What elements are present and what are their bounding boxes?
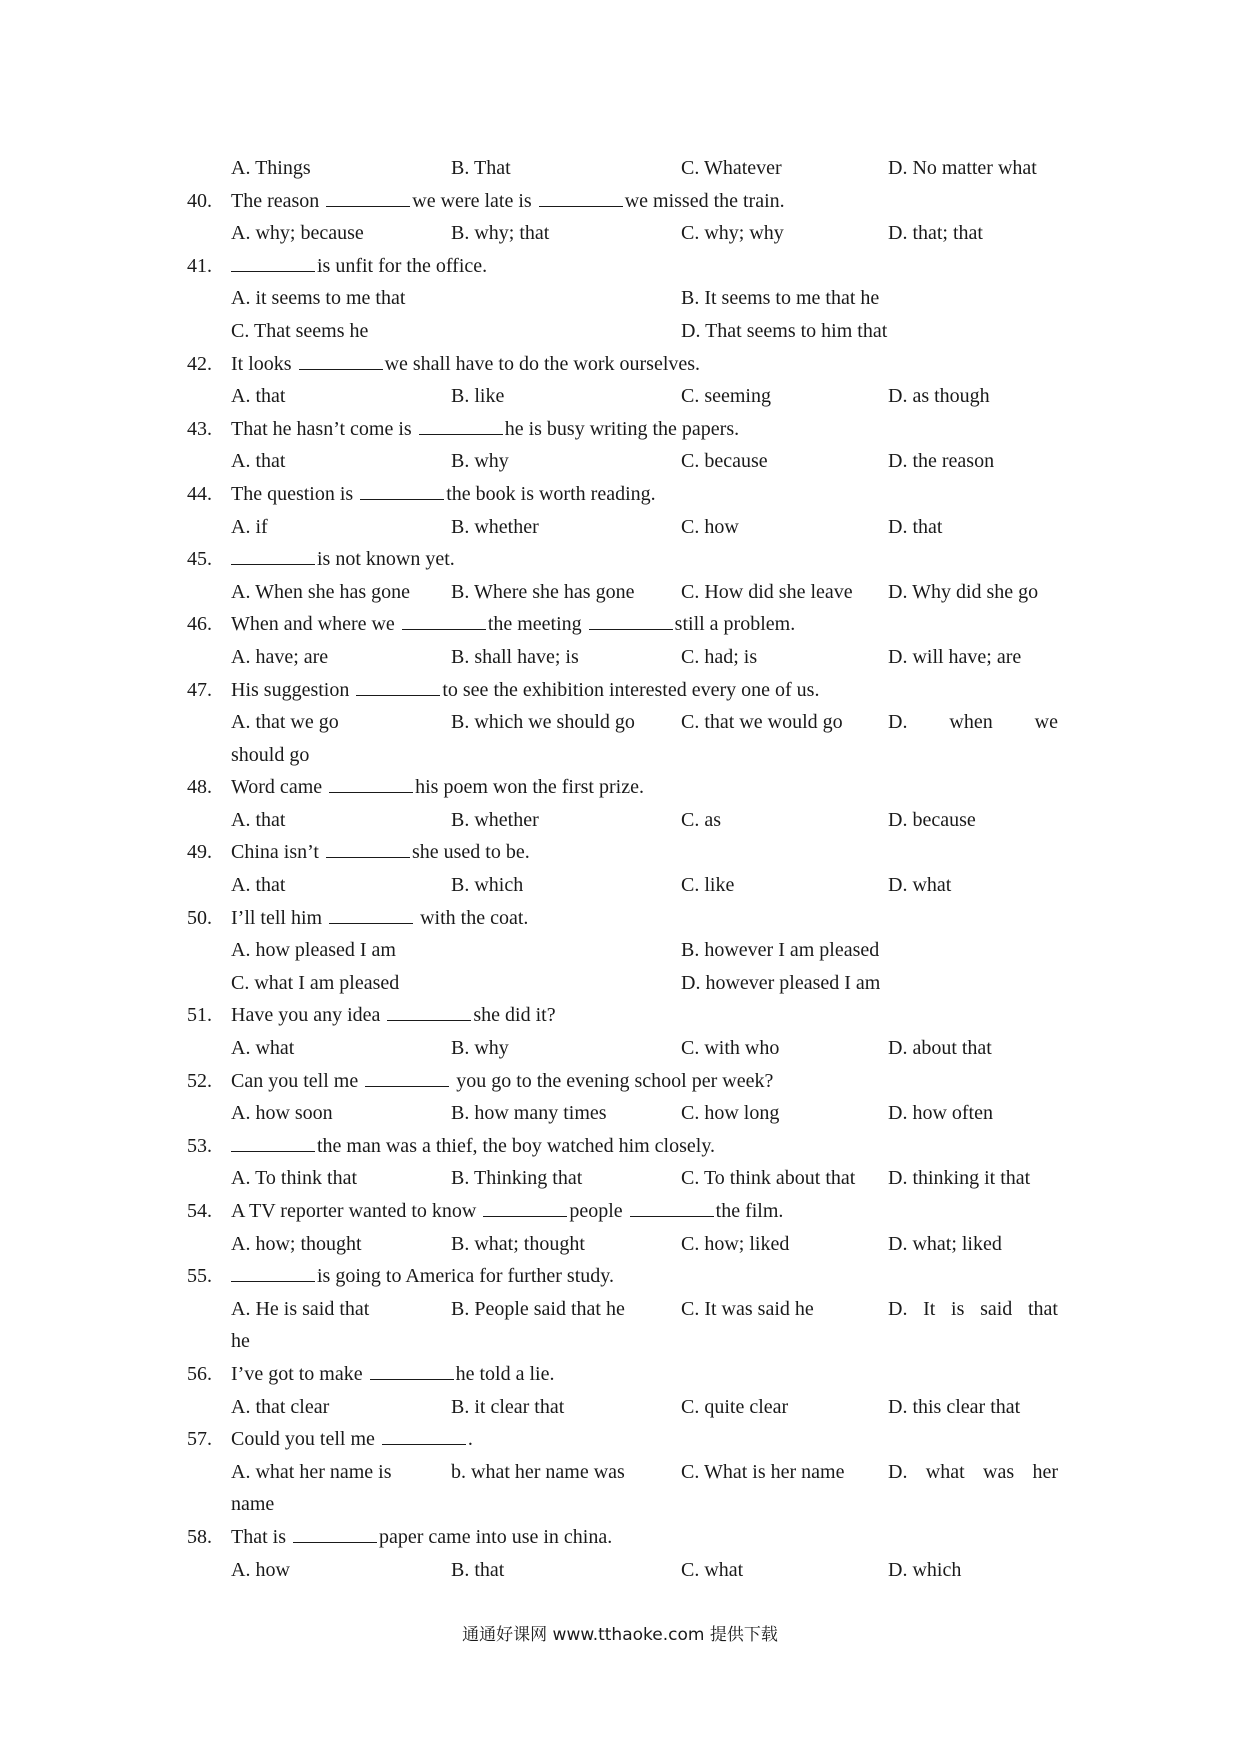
option-c: C. as [681, 808, 721, 831]
option-c: C. like [681, 874, 735, 897]
answer-blank [382, 1426, 466, 1445]
answer-blank [329, 774, 413, 793]
option-d-part: D. [888, 711, 908, 734]
option-d-part: said [980, 1297, 1013, 1320]
options-row [187, 869, 1067, 902]
stem-part: the meeting [487, 613, 582, 636]
question-number: 41. [187, 254, 212, 277]
question-number: 44. [187, 482, 212, 505]
option-d: D. about that [888, 1037, 992, 1060]
option-a: A. what her name is [231, 1460, 392, 1483]
option-b: B. that [451, 1558, 505, 1581]
question-text [231, 250, 487, 283]
question-number: 49. [187, 841, 212, 864]
options-row [187, 1293, 1067, 1326]
question-text [231, 348, 700, 381]
option-b: B. which we should go [451, 711, 635, 734]
question-text [231, 543, 455, 576]
options-row-continued [187, 739, 1067, 772]
option-d: D. Why did she go [888, 580, 1039, 603]
answer-blank [231, 1263, 315, 1282]
option-d-part: we [1034, 711, 1058, 734]
option-d-part: D. [888, 1460, 908, 1483]
question-stem [187, 413, 1067, 446]
option-b: B. People said that he [451, 1297, 625, 1320]
option-b: b. what her name was [451, 1460, 625, 1483]
option-c: C. how long [681, 1102, 780, 1125]
option-b: B. like [451, 385, 505, 408]
stem-part: is not known yet. [317, 548, 455, 571]
answer-blank [231, 1133, 315, 1152]
option-b: B. Where she has gone [451, 580, 635, 603]
option-b: B. which [451, 874, 524, 897]
question-text [231, 1195, 783, 1228]
question-stem [187, 1423, 1067, 1456]
option-d-part: It [923, 1297, 936, 1320]
question-text [231, 999, 556, 1032]
answer-blank [326, 839, 410, 858]
stem-part: China isn’t [231, 841, 319, 864]
question-stem [187, 1065, 1067, 1098]
question-stem [187, 1195, 1067, 1228]
question-stem [187, 771, 1067, 804]
option-a: A. that we go [231, 711, 339, 734]
question-text [231, 674, 819, 707]
answer-blank [630, 1198, 714, 1217]
option-a: A. how soon [231, 1102, 333, 1125]
question-stem [187, 1260, 1067, 1293]
option-d: D. That seems to him that [681, 319, 888, 342]
options-row [187, 1554, 1067, 1587]
option-b: B. That [451, 157, 511, 179]
option-c: C. because [681, 450, 768, 473]
stem-part: she used to be. [411, 841, 530, 864]
option-d-part: D. [888, 1297, 908, 1320]
option-a: A. what [231, 1037, 295, 1060]
options-row [187, 511, 1067, 544]
question-number: 45. [187, 548, 212, 571]
question-text [231, 608, 795, 641]
option-d: D. this clear that [888, 1395, 1021, 1418]
stem-part: The question is [231, 482, 354, 505]
options-row [187, 804, 1067, 837]
options-row [187, 1456, 1067, 1489]
stem-part: That he hasn’t come is [231, 417, 412, 440]
option-d: D. as though [888, 385, 990, 408]
stem-part: to see the exhibition interested every one of us. [442, 678, 820, 701]
option-d-continued: he [231, 1330, 250, 1353]
option-a: A. that clear [231, 1395, 330, 1418]
options-row [187, 217, 1067, 250]
option-d: D. that; that [888, 222, 983, 245]
question-number: 54. [187, 1200, 212, 1222]
option-d-part: when [949, 711, 993, 734]
option-d-part: her [1032, 1460, 1058, 1483]
stem-part: we shall have to do the work ourselves. [384, 352, 701, 375]
option-c: C. How did she leave [681, 580, 853, 603]
option-d [888, 706, 1058, 739]
option-b: B. whether [451, 515, 539, 538]
option-c: C. Whatever [681, 157, 782, 179]
stem-part: with the coat. [420, 906, 529, 929]
question-number: 51. [187, 1004, 212, 1027]
option-d: D. because [888, 808, 976, 831]
stem-part: His suggestion [231, 678, 350, 701]
option-d: D. what [888, 874, 952, 897]
option-d [888, 1293, 1058, 1326]
option-b: B. whether [451, 808, 539, 831]
options-row-continued [187, 1325, 1067, 1358]
option-a: A. how pleased I am [231, 939, 396, 962]
option-c: C. with who [681, 1037, 780, 1060]
option-d-part: that [1027, 1297, 1058, 1320]
stem-part: is going to America for further study. [317, 1265, 614, 1288]
question-text [231, 836, 530, 869]
option-a: A. it seems to me that [231, 287, 406, 310]
option-a: A. that [231, 450, 286, 473]
stem-part: he told a lie. [455, 1362, 555, 1385]
stem-part: I’ll tell him [231, 906, 323, 929]
option-c: C. what I am pleased [231, 971, 400, 994]
option-d: D. the reason [888, 450, 995, 473]
options-row [187, 967, 1067, 1000]
question-stem [187, 674, 1067, 707]
question-text [231, 1065, 773, 1098]
options-row [187, 706, 1067, 739]
question-text [231, 1260, 614, 1293]
options-row [187, 152, 1067, 185]
stem-part: When and where we [231, 613, 395, 636]
option-b: B. it clear that [451, 1395, 565, 1418]
option-d-part: is [951, 1297, 965, 1320]
options-row [187, 641, 1067, 674]
question-text [231, 1423, 473, 1456]
stem-part: the man was a thief, the boy watched him closely. [317, 1134, 716, 1157]
options-row-continued [187, 1488, 1067, 1521]
question-text [231, 1358, 554, 1391]
stem-part: the film. [715, 1200, 784, 1222]
answer-blank [370, 1361, 454, 1380]
option-c: C. that we would go [681, 711, 843, 734]
question-number: 43. [187, 417, 212, 440]
stem-part: . [467, 1428, 473, 1451]
answer-blank [402, 611, 486, 630]
stem-part: Could you tell me [231, 1428, 375, 1451]
page-footer: 通通好课网 www.tthaoke.com 提供下载 [462, 1625, 778, 1645]
question-number: 46. [187, 613, 212, 636]
options-row [187, 1097, 1067, 1130]
answer-blank [299, 351, 383, 370]
question-number: 50. [187, 906, 212, 929]
answer-blank [329, 905, 413, 924]
answer-blank [365, 1068, 449, 1087]
option-b: B. however I am pleased [681, 939, 880, 962]
option-c: C. how [681, 515, 739, 538]
question-text [231, 902, 528, 935]
stem-part: he is busy writing the papers. [504, 417, 740, 440]
option-a: A. He is said that [231, 1297, 370, 1320]
option-c: C. To think about that [681, 1167, 856, 1190]
option-c: C. What is her name [681, 1460, 845, 1483]
options-row [187, 1032, 1067, 1065]
option-c: C. why; why [681, 222, 784, 245]
answer-blank [231, 253, 315, 272]
stem-part: his poem won the first prize. [415, 776, 644, 799]
option-d: D. how often [888, 1102, 993, 1125]
stem-part: she did it? [473, 1004, 556, 1027]
answer-blank [539, 188, 623, 207]
option-a: A. if [231, 515, 268, 538]
stem-part: Have you any idea [231, 1004, 381, 1027]
stem-part: Can you tell me [231, 1069, 359, 1092]
stem-part: That is [231, 1525, 286, 1548]
stem-part: The reason [231, 189, 320, 212]
option-d: D. however pleased I am [681, 971, 881, 994]
option-d: D. will have; are [888, 645, 1022, 668]
options-row [187, 576, 1067, 609]
question-stem [187, 185, 1067, 218]
option-a: A. Things [231, 157, 311, 179]
option-b: B. Thinking that [451, 1167, 583, 1190]
options-row [187, 445, 1067, 478]
option-c: C. what [681, 1558, 744, 1581]
options-row [187, 934, 1067, 967]
stem-part: people [569, 1200, 623, 1222]
option-b: B. It seems to me that he [681, 287, 880, 310]
question-text [231, 771, 644, 804]
stem-part: still a problem. [674, 613, 796, 636]
option-d-continued: should go [231, 743, 310, 766]
stem-part: paper came into use in china. [379, 1525, 613, 1548]
options-row [187, 315, 1067, 348]
question-stem [187, 999, 1067, 1032]
option-d: D. what; liked [888, 1232, 1002, 1255]
question-number: 55. [187, 1265, 212, 1288]
question-stem [187, 348, 1067, 381]
stem-part: I’ve got to make [231, 1362, 363, 1385]
option-c: C. had; is [681, 645, 758, 668]
option-d: D. that [888, 515, 943, 538]
option-d: D. No matter what [888, 157, 1037, 179]
option-a: A. how [231, 1558, 290, 1581]
options-row [187, 380, 1067, 413]
option-b: B. why; that [451, 222, 550, 245]
question-stem [187, 1130, 1067, 1163]
question-number: 40. [187, 189, 212, 212]
answer-blank [387, 1002, 471, 1021]
option-c: C. quite clear [681, 1395, 789, 1418]
question-text [231, 413, 739, 446]
question-text [231, 1521, 612, 1554]
stem-part: Word came [231, 776, 323, 799]
option-c: C. That seems he [231, 319, 369, 342]
question-number: 48. [187, 776, 212, 799]
question-stem [187, 1521, 1067, 1554]
option-a: A. why; because [231, 222, 364, 245]
answer-blank [589, 611, 673, 630]
option-c: C. It was said he [681, 1297, 814, 1320]
question-number: 58. [187, 1525, 212, 1548]
stem-part: we were late is [412, 189, 532, 212]
option-b: B. why [451, 1037, 509, 1060]
question-number: 56. [187, 1362, 212, 1385]
question-list [187, 152, 1067, 1586]
option-a: A. how; thought [231, 1232, 362, 1255]
options-row [187, 282, 1067, 315]
question-text [231, 1130, 715, 1163]
option-a: A. When she has gone [231, 580, 411, 603]
stem-part: the book is worth reading. [446, 482, 656, 505]
option-a: A. that [231, 874, 286, 897]
question-stem [187, 1358, 1067, 1391]
answer-blank [231, 546, 315, 565]
option-a: A. To think that [231, 1167, 358, 1190]
option-d: D. which [888, 1558, 962, 1581]
question-stem [187, 543, 1067, 576]
question-stem [187, 478, 1067, 511]
stem-part: It looks [231, 352, 292, 375]
question-number: 53. [187, 1134, 212, 1157]
option-d: D. thinking it that [888, 1167, 1031, 1190]
answer-blank [356, 677, 440, 696]
question-stem [187, 608, 1067, 641]
option-a: A. that [231, 385, 286, 408]
stem-part: is unfit for the office. [317, 254, 488, 277]
answer-blank [483, 1198, 567, 1217]
option-c: C. how; liked [681, 1232, 790, 1255]
question-stem [187, 836, 1067, 869]
question-text [231, 478, 656, 511]
question-number: 42. [187, 352, 212, 375]
option-b: B. what; thought [451, 1232, 585, 1255]
option-d [888, 1456, 1058, 1489]
option-b: B. why [451, 450, 509, 473]
question-stem [187, 902, 1067, 935]
option-b: B. shall have; is [451, 645, 579, 668]
option-b: B. how many times [451, 1102, 607, 1125]
options-row [187, 1391, 1067, 1424]
options-row [187, 1162, 1067, 1195]
option-c: C. seeming [681, 385, 771, 408]
question-stem [187, 250, 1067, 283]
option-d-part: was [983, 1460, 1015, 1483]
answer-blank [293, 1524, 377, 1543]
stem-part: we missed the train. [624, 189, 785, 212]
option-a: A. that [231, 808, 286, 831]
question-text [231, 185, 785, 218]
stem-part: you go to the evening school per week? [456, 1069, 774, 1092]
option-d-continued: name [231, 1493, 275, 1516]
answer-blank [419, 416, 503, 435]
question-number: 57. [187, 1428, 212, 1451]
question-number: 47. [187, 678, 212, 701]
stem-part: A TV reporter wanted to know [231, 1200, 477, 1222]
option-d-part: what [925, 1460, 965, 1483]
options-row [187, 1228, 1067, 1261]
answer-blank [360, 481, 444, 500]
answer-blank [326, 188, 410, 207]
option-a: A. have; are [231, 645, 329, 668]
question-number: 52. [187, 1069, 212, 1092]
